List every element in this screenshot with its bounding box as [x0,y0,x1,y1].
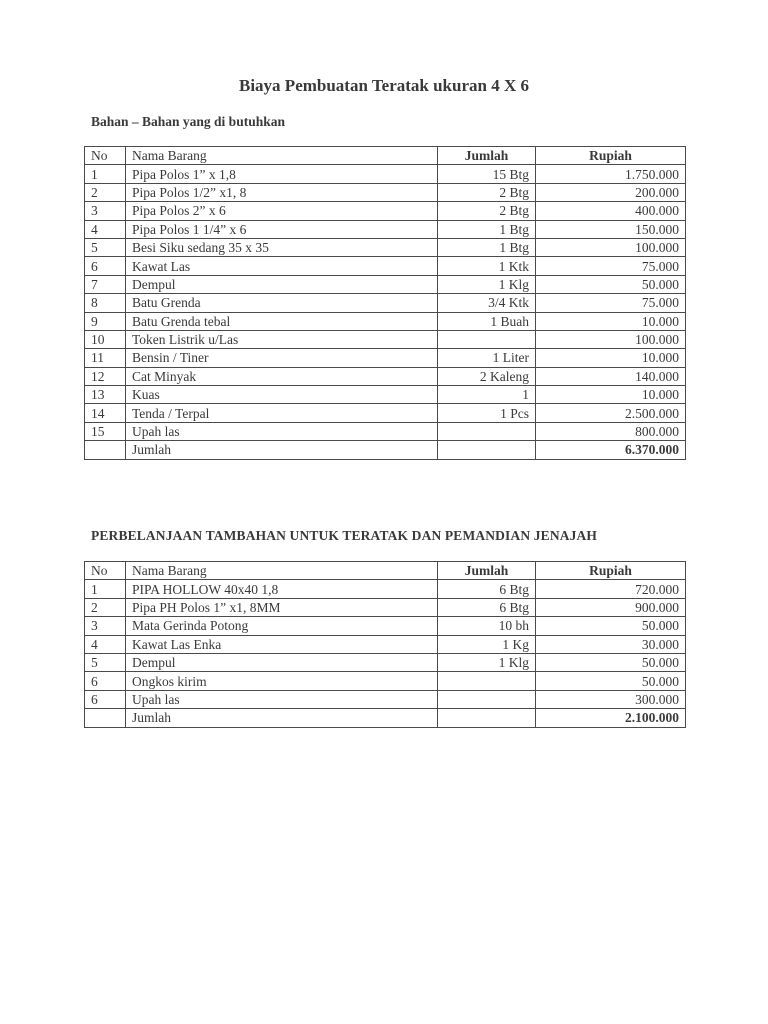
cell-quantity: 3/4 Ktk [438,294,536,312]
cell-quantity: 2 Btg [438,202,536,220]
cell-no: 15 [85,422,126,440]
cell-price: 2.500.000 [536,404,686,422]
table-row [85,165,686,183]
cell-item-name: Upah las [126,422,438,440]
table-row [85,275,686,293]
cell-quantity: 1 Pcs [438,404,536,422]
cell-item-name: Batu Grenda tebal [126,312,438,330]
cell-quantity [438,330,536,348]
table-header-row [85,562,686,580]
cell-quantity: 15 Btg [438,165,536,183]
cell-price: 900.000 [536,598,686,616]
table-header-row [85,147,686,165]
cell-no: 6 [85,690,126,708]
cell-no: 3 [85,202,126,220]
cell-price: 720.000 [536,580,686,598]
table-row [85,330,686,348]
cell-no: 6 [85,257,126,275]
cell-price: 50.000 [536,653,686,671]
cell-price: 75.000 [536,294,686,312]
cell-item-name: Pipa Polos 1” x 1,8 [126,165,438,183]
cell-item-name: Tenda / Terpal [126,404,438,422]
cell-item-name: Token Listrik u/Las [126,330,438,348]
cell-quantity: 10 bh [438,617,536,635]
cell-price: 200.000 [536,183,686,201]
cell-no: 3 [85,617,126,635]
additional-table [84,561,686,728]
cell-quantity: 1 [438,386,536,404]
cell-no: 5 [85,653,126,671]
cell-item-name: Kuas [126,386,438,404]
cell-item-name: Kawat Las Enka [126,635,438,653]
cell-quantity: 1 Klg [438,275,536,293]
cell-empty [85,441,126,459]
table-row [85,386,686,404]
cell-quantity: 1 Kg [438,635,536,653]
cell-item-name: Pipa Polos 1 1/4” x 6 [126,220,438,238]
cell-quantity: 1 Klg [438,653,536,671]
column-header-qty: Jumlah [438,147,536,165]
column-header-no: No [85,147,126,165]
cell-quantity: 1 Btg [438,238,536,256]
column-header-name: Nama Barang [126,562,438,580]
cell-price: 10.000 [536,386,686,404]
section-heading-additional: PERBELANJAAN TAMBAHAN UNTUK TERATAK DAN PEMANDIAN JENAJAH [91,528,598,543]
cell-quantity: 6 Btg [438,580,536,598]
cell-no: 11 [85,349,126,367]
total-row [85,709,686,727]
cell-no: 6 [85,672,126,690]
cell-price: 300.000 [536,690,686,708]
cell-quantity: 2 Kaleng [438,367,536,385]
table-row [85,617,686,635]
cell-quantity: 1 Liter [438,349,536,367]
column-header-qty: Jumlah [438,562,536,580]
cell-quantity [438,422,536,440]
cell-no: 8 [85,294,126,312]
total-value: 2.100.000 [536,709,686,727]
cell-item-name: Besi Siku sedang 35 x 35 [126,238,438,256]
column-header-price: Rupiah [536,147,686,165]
cell-no: 2 [85,183,126,201]
cell-item-name: Pipa PH Polos 1” x1, 8MM [126,598,438,616]
column-header-no: No [85,562,126,580]
table-row [85,598,686,616]
cell-no: 5 [85,238,126,256]
cell-price: 50.000 [536,672,686,690]
table-row [85,367,686,385]
cell-item-name: Cat Minyak [126,367,438,385]
cell-price: 30.000 [536,635,686,653]
cell-item-name: Pipa Polos 1/2” x1, 8 [126,183,438,201]
cell-quantity: 1 Ktk [438,257,536,275]
table-row [85,404,686,422]
cell-item-name: Upah las [126,690,438,708]
cell-price: 100.000 [536,330,686,348]
cell-price: 50.000 [536,275,686,293]
cell-quantity: 2 Btg [438,183,536,201]
total-label: Jumlah [126,441,438,459]
cell-no: 9 [85,312,126,330]
cell-quantity: 1 Btg [438,220,536,238]
cell-empty [438,441,536,459]
cell-item-name: Dempul [126,275,438,293]
cell-quantity: 6 Btg [438,598,536,616]
cell-item-name: Pipa Polos 2” x 6 [126,202,438,220]
table-row [85,202,686,220]
cell-price: 150.000 [536,220,686,238]
materials-table [84,146,686,460]
table-row [85,312,686,330]
cell-item-name: Ongkos kirim [126,672,438,690]
cell-no: 2 [85,598,126,616]
cell-item-name: Dempul [126,653,438,671]
cell-no: 7 [85,275,126,293]
total-row [85,441,686,459]
cell-no: 4 [85,635,126,653]
cell-no: 12 [85,367,126,385]
table-row [85,635,686,653]
table-row [85,238,686,256]
table-row [85,580,686,598]
cell-item-name: Batu Grenda [126,294,438,312]
cell-item-name: PIPA HOLLOW 40x40 1,8 [126,580,438,598]
table-row [85,294,686,312]
cell-quantity: 1 Buah [438,312,536,330]
cell-price: 400.000 [536,202,686,220]
cell-no: 4 [85,220,126,238]
table-row [85,349,686,367]
cell-price: 100.000 [536,238,686,256]
column-header-price: Rupiah [536,562,686,580]
cell-price: 50.000 [536,617,686,635]
cell-no: 13 [85,386,126,404]
cell-item-name: Mata Gerinda Potong [126,617,438,635]
cell-no: 14 [85,404,126,422]
table-row [85,183,686,201]
cell-empty [85,709,126,727]
cell-price: 10.000 [536,312,686,330]
cell-price: 1.750.000 [536,165,686,183]
cell-quantity [438,672,536,690]
cell-item-name: Bensin / Tiner [126,349,438,367]
total-value: 6.370.000 [536,441,686,459]
table-row [85,422,686,440]
cell-quantity [438,690,536,708]
table-row [85,220,686,238]
table-row [85,672,686,690]
cell-price: 800.000 [536,422,686,440]
table-row [85,653,686,671]
table-row [85,690,686,708]
cell-empty [438,709,536,727]
cell-price: 140.000 [536,367,686,385]
table-row [85,257,686,275]
total-label: Jumlah [126,709,438,727]
column-header-name: Nama Barang [126,147,438,165]
section-heading-materials: Bahan – Bahan yang di butuhkan [91,114,285,129]
cell-no: 1 [85,580,126,598]
cell-item-name: Kawat Las [126,257,438,275]
cell-no: 10 [85,330,126,348]
cell-price: 10.000 [536,349,686,367]
page-title: Biaya Pembuatan Teratak ukuran 4 X 6 [239,76,529,95]
cell-price: 75.000 [536,257,686,275]
cell-no: 1 [85,165,126,183]
